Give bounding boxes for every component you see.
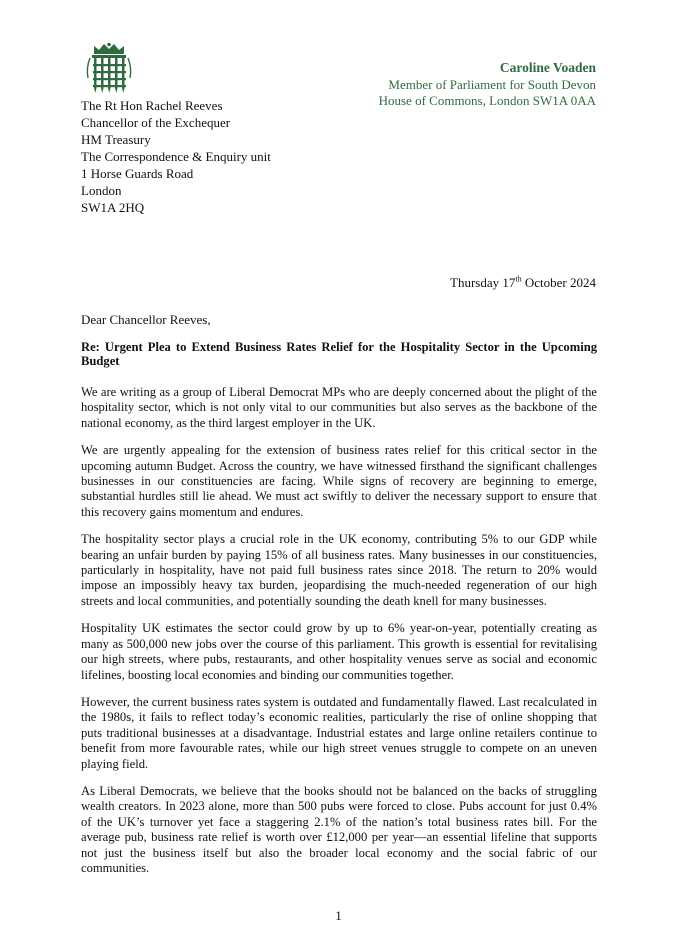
body-paragraph: Hospitality UK estimates the sector could grow by up to 6% year-on-year, potentially creating as many as 500,000 new jobs over the course of this parliament. This growth is essential for revitalising our high streets, where pubs, restaurants, and other hospitality venues serve as social and economic lifelines, boosting local economies and binding our communities together. <box>81 621 597 682</box>
portcullis-crest-icon <box>84 42 134 94</box>
date-day: Thursday 17 <box>450 275 516 290</box>
sender-name: Caroline Voaden <box>499 60 596 75</box>
recipient-line: The Correspondence & Enquiry unit <box>81 149 271 164</box>
recipient-line: The Rt Hon Rachel Reeves <box>81 98 223 113</box>
salutation: Dear Chancellor Reeves, <box>81 312 211 327</box>
sender-role: Member of Parliament for South Devon <box>388 76 596 92</box>
recipient-line: HM Treasury <box>81 132 151 147</box>
recipient-line: London <box>81 183 122 198</box>
recipient-line: SW1A 2HQ <box>81 200 145 215</box>
body-paragraph: As Liberal Democrats, we believe that the books should not be balanced on the backs of struggling wealth creators. In 2023 alone, more than 500 pubs were forced to close. Pubs account for just 0.4% of the UK’s turnover yet face a staggering 2.1% of the nation’s total business rates bill. For the average pub, business rate relief is worth over £12,000 per year—an essential lifeline that supports not just the business itself but also the broader local economy and the social fabric of our communities. <box>81 783 597 875</box>
date-month-year: October 2024 <box>521 275 596 290</box>
date-ordinal: th <box>515 274 522 284</box>
recipient-line: 1 Horse Guards Road <box>81 166 194 181</box>
subject-line: Re: Urgent Plea to Extend Business Rates Relief for the Hospitality Sector in the Upcoming Budget <box>81 340 597 368</box>
page-number: 1 <box>335 908 342 923</box>
body-paragraph: The hospitality sector plays a crucial role in the UK economy, contributing 5% to our GDP while bearing an unfair burden by paying 15% of all business rates. Many businesses in our constituencies, particularly in hospitality, have not paid full business rates since 2018. The return to 20% would impose an impossibly heavy tax burden, jeopardising the much-needed regeneration of our high streets and local communities, and potentially sounding the death knell for many businesses. <box>81 532 597 608</box>
recipient-line: Chancellor of the Exchequer <box>81 115 231 130</box>
body-paragraph: We are writing as a group of Liberal Democrat MPs who are deeply concerned about the plight of the hospitality sector, which is not only vital to our communities but also serves as the backbone of the national economy, as the third largest employer in the UK. <box>81 385 597 430</box>
body-paragraph: We are urgently appealing for the extension of business rates relief for this critical sector in the upcoming autumn Budget. Across the country, we have witnessed firsthand the significant challenges businesses in our constituencies are facing. While signs of recovery are beginning to emerge, substantial hurdles still lie ahead. We must act swiftly to deliver the necessary support to ensure that this recovery gains momentum and endures. <box>81 443 597 519</box>
letter-body <box>81 385 597 888</box>
letter-date <box>450 275 596 291</box>
sender-address: House of Commons, London SW1A 0AA <box>378 93 596 108</box>
body-paragraph: However, the current business rates system is outdated and fundamentally flawed. Last recalculated in the 1980s, it fails to reflect today’s economic realities, particularly the rise of online shopping that puts traditional businesses at a disadvantage. Industrial estates and large online retailers continue to benefit from more favourable rates, while our high street venues struggle to compete on an uneven playing field. <box>81 694 597 771</box>
sender-block <box>379 60 596 110</box>
recipient-address <box>81 97 271 216</box>
